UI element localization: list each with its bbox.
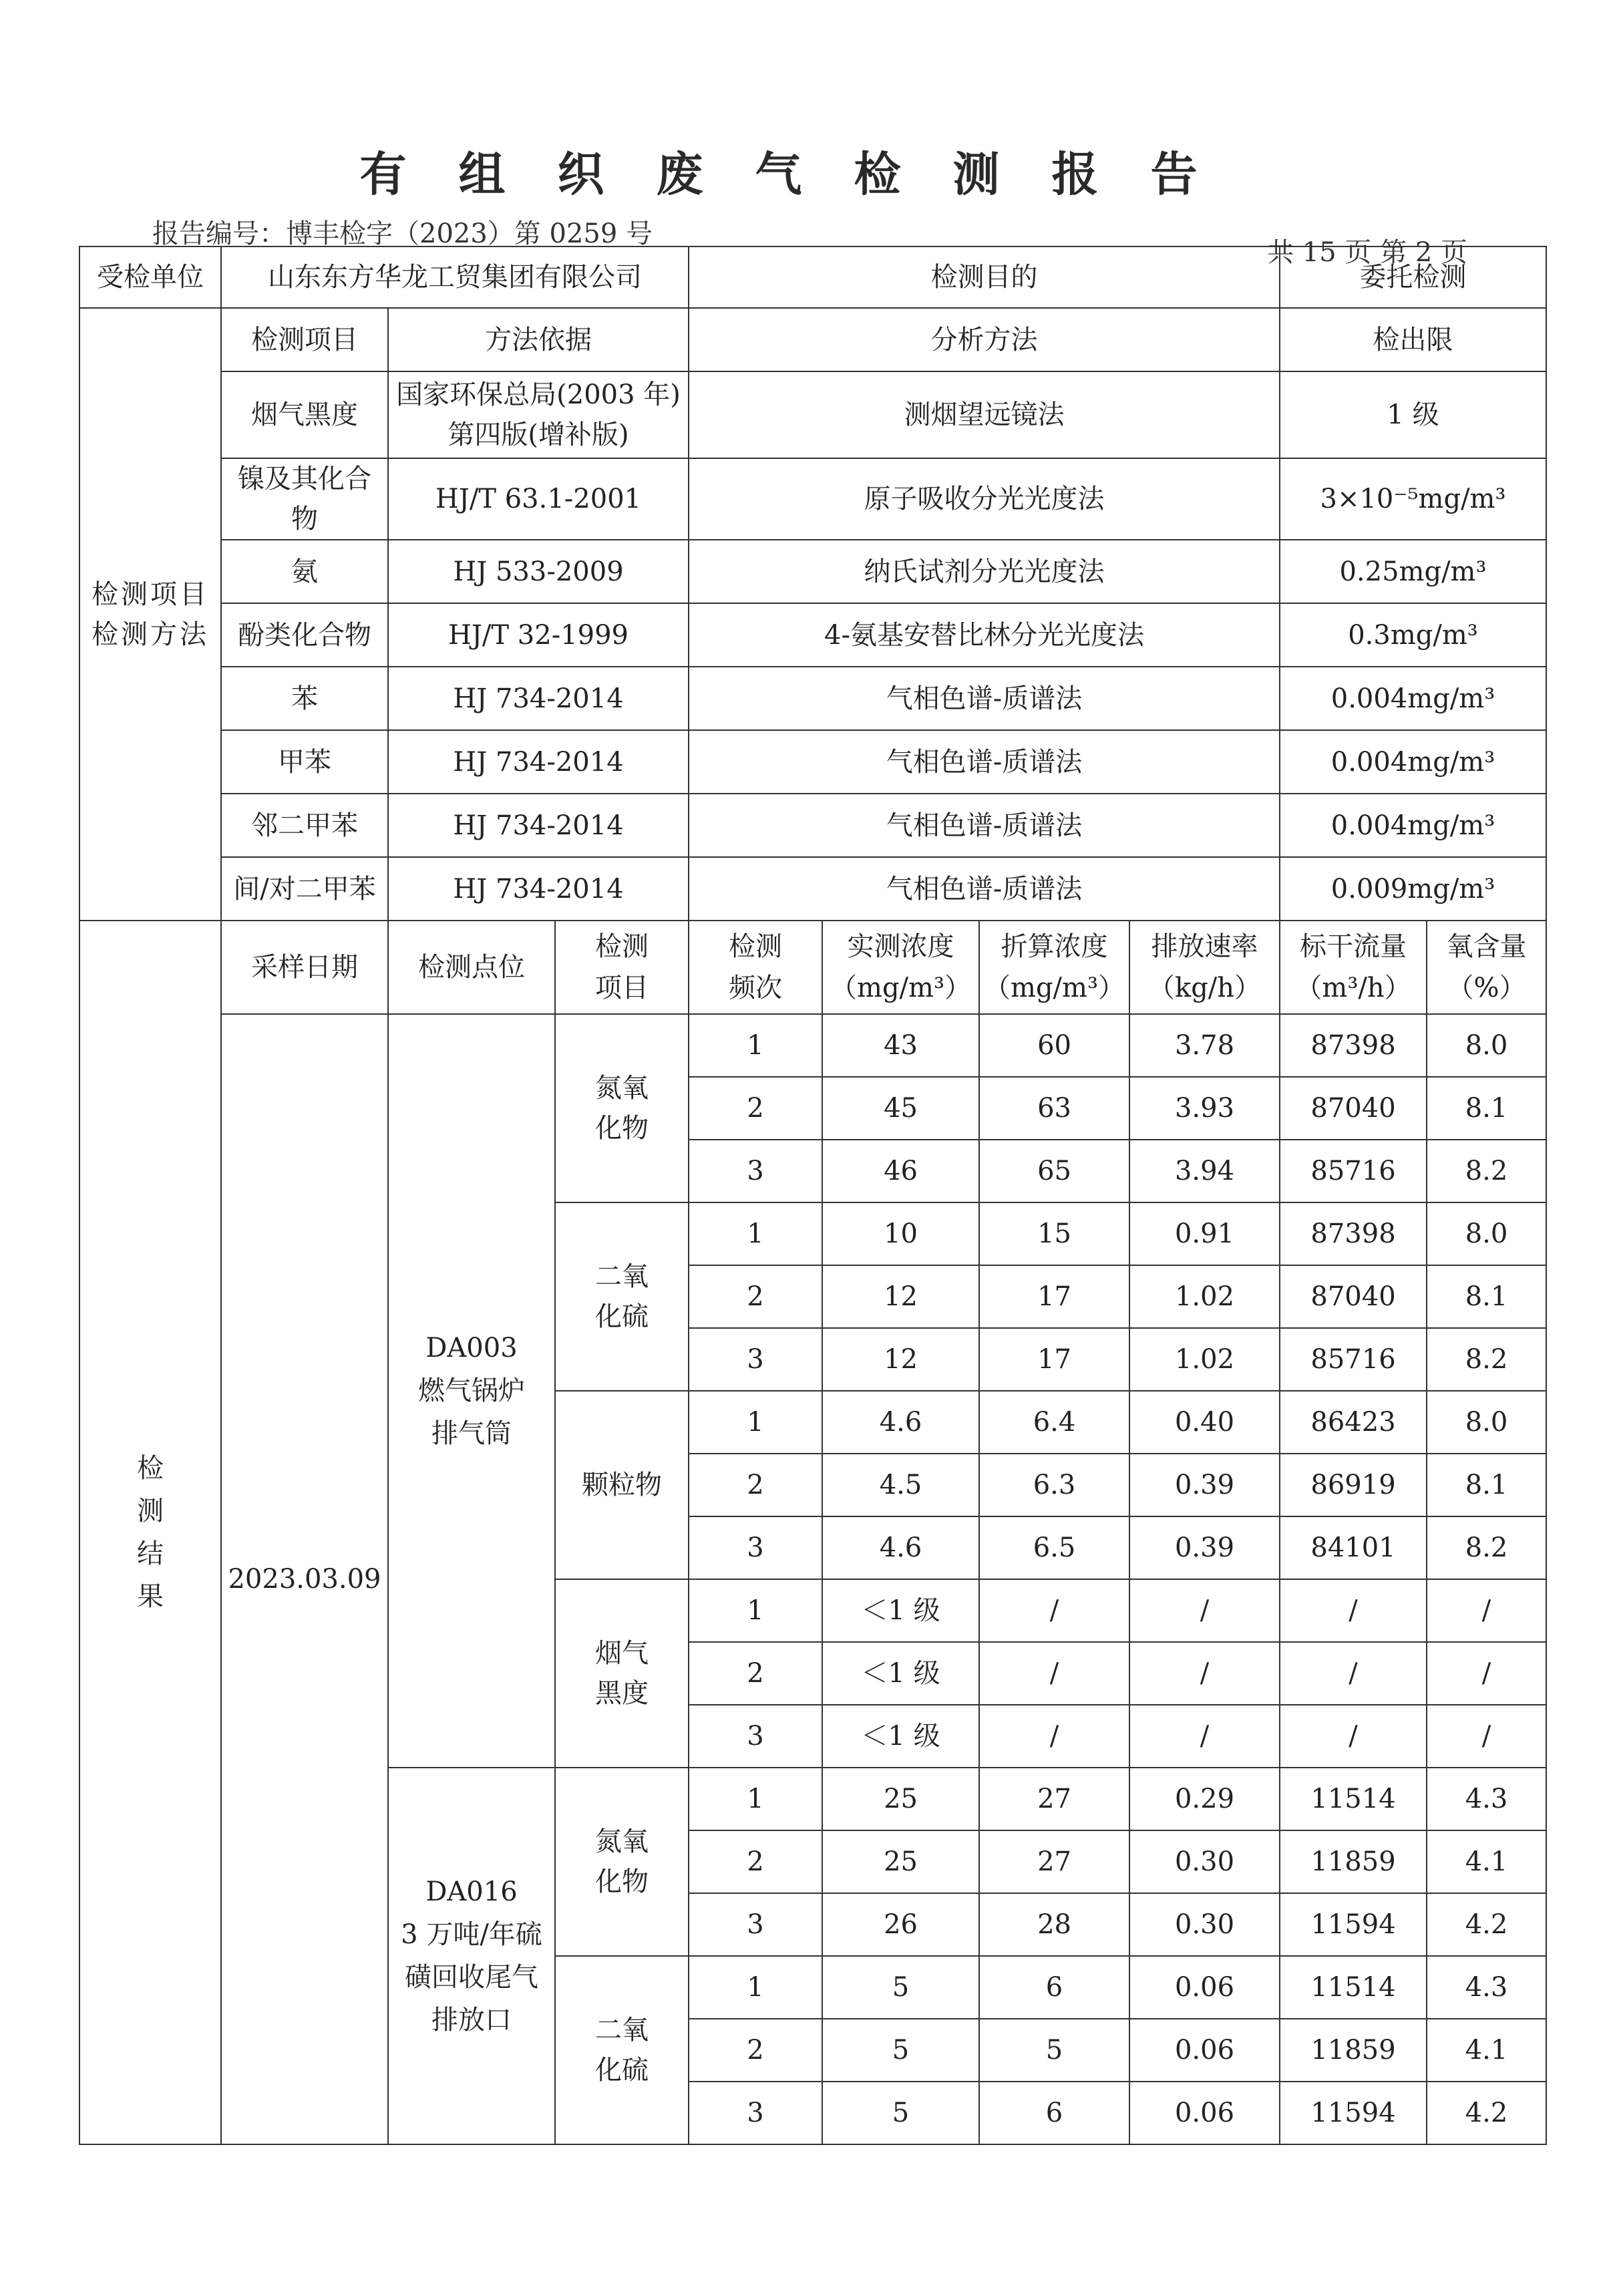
std-dry-flow: 86919 xyxy=(1280,1454,1427,1516)
purpose-label: 检测目的 xyxy=(689,247,1280,308)
converted-conc: 28 xyxy=(979,1893,1129,1956)
emission-rate: 3.94 xyxy=(1129,1140,1280,1202)
measured-conc: 4.6 xyxy=(822,1516,979,1579)
oxygen-content: 8.0 xyxy=(1427,1391,1546,1454)
method-analysis: 原子吸收分光光度法 xyxy=(689,458,1280,540)
results-header: 标干流量 （m³/h） xyxy=(1280,921,1427,1014)
page-info: 共 15 页 第 2 页 xyxy=(1267,237,1467,268)
report-table xyxy=(79,246,1547,2145)
sampling-point: DA016 3 万吨/年硫 磺回收尾气 排放口 xyxy=(388,1768,555,2144)
table-row xyxy=(79,921,1546,1014)
std-dry-flow: 87040 xyxy=(1280,1265,1427,1328)
method-item: 镍及其化合物 xyxy=(221,458,388,540)
table-row xyxy=(79,371,1546,458)
test-item: 颗粒物 xyxy=(555,1391,689,1579)
std-dry-flow: / xyxy=(1280,1642,1427,1705)
emission-rate: / xyxy=(1129,1579,1280,1642)
measured-conc: ＜1 级 xyxy=(822,1705,979,1768)
methods-section-label: 检测项目 检测方法 xyxy=(79,308,221,921)
sampling-date: 2023.03.09 xyxy=(221,1014,388,2144)
measured-conc: 12 xyxy=(822,1328,979,1391)
test-item: 烟气 黑度 xyxy=(555,1579,689,1768)
frequency: 1 xyxy=(689,1768,822,1830)
std-dry-flow: 11594 xyxy=(1280,2082,1427,2144)
method-analysis: 气相色谱-质谱法 xyxy=(689,730,1280,794)
methods-header-basis: 方法依据 xyxy=(388,308,689,371)
report-table-wrapper xyxy=(79,246,1546,2145)
method-item: 烟气黑度 xyxy=(221,371,388,458)
report-number: 报告编号：博丰检字（2023）第 0259 号 xyxy=(152,218,653,249)
test-item: 二氧 化硫 xyxy=(555,1956,689,2144)
std-dry-flow: 11514 xyxy=(1280,1768,1427,1830)
emission-rate: 0.06 xyxy=(1129,2082,1280,2144)
frequency: 1 xyxy=(689,1014,822,1077)
results-section-label: 检 测 结 果 xyxy=(79,921,221,2144)
method-basis: HJ 734-2014 xyxy=(388,730,689,794)
report-title: 有组织废气检测报告 xyxy=(359,146,1250,202)
measured-conc: 5 xyxy=(822,2019,979,2082)
method-analysis: 纳氏试剂分光光度法 xyxy=(689,540,1280,603)
measured-conc: 4.6 xyxy=(822,1391,979,1454)
method-analysis: 气相色谱-质谱法 xyxy=(689,857,1280,921)
table-row xyxy=(79,730,1546,794)
oxygen-content: 8.1 xyxy=(1427,1077,1546,1140)
converted-conc: 6 xyxy=(979,1956,1129,2019)
converted-conc: 17 xyxy=(979,1265,1129,1328)
results-header: 排放速率 （kg/h） xyxy=(1129,921,1280,1014)
std-dry-flow: / xyxy=(1280,1579,1427,1642)
converted-conc: 6.3 xyxy=(979,1454,1129,1516)
results-header: 采样日期 xyxy=(221,921,388,1014)
measured-conc: 12 xyxy=(822,1265,979,1328)
unit-label: 受检单位 xyxy=(79,247,221,308)
methods-header-limit: 检出限 xyxy=(1280,308,1546,371)
frequency: 3 xyxy=(689,1893,822,1956)
method-basis: HJ 734-2014 xyxy=(388,667,689,730)
converted-conc: 27 xyxy=(979,1768,1129,1830)
frequency: 3 xyxy=(689,2082,822,2144)
method-item: 氨 xyxy=(221,540,388,603)
frequency: 2 xyxy=(689,1642,822,1705)
frequency: 3 xyxy=(689,1705,822,1768)
oxygen-content: / xyxy=(1427,1705,1546,1768)
emission-rate: 0.29 xyxy=(1129,1768,1280,1830)
method-limit: 3×10⁻⁵mg/m³ xyxy=(1280,458,1546,540)
table-row xyxy=(79,308,1546,371)
methods-header-item: 检测项目 xyxy=(221,308,388,371)
oxygen-content: 4.2 xyxy=(1427,2082,1546,2144)
frequency: 1 xyxy=(689,1579,822,1642)
purpose-value: 委托检测 xyxy=(1280,247,1546,308)
frequency: 1 xyxy=(689,1391,822,1454)
frequency: 1 xyxy=(689,1956,822,2019)
emission-rate: 3.93 xyxy=(1129,1077,1280,1140)
frequency: 2 xyxy=(689,1265,822,1328)
results-header: 折算浓度 （mg/m³） xyxy=(979,921,1129,1014)
oxygen-content: 4.3 xyxy=(1427,1956,1546,2019)
converted-conc: / xyxy=(979,1579,1129,1642)
oxygen-content: 8.2 xyxy=(1427,1516,1546,1579)
std-dry-flow: 11514 xyxy=(1280,1956,1427,2019)
converted-conc: 17 xyxy=(979,1328,1129,1391)
methods-header-analysis: 分析方法 xyxy=(689,308,1280,371)
frequency: 2 xyxy=(689,2019,822,2082)
method-item: 邻二甲苯 xyxy=(221,794,388,857)
emission-rate: 0.30 xyxy=(1129,1893,1280,1956)
table-row xyxy=(79,603,1546,667)
measured-conc: 5 xyxy=(822,2082,979,2144)
results-header: 氧含量 （%） xyxy=(1427,921,1546,1014)
std-dry-flow: 87398 xyxy=(1280,1014,1427,1077)
emission-rate: / xyxy=(1129,1642,1280,1705)
unit-value: 山东东方华龙工贸集团有限公司 xyxy=(221,247,689,308)
std-dry-flow: 84101 xyxy=(1280,1516,1427,1579)
oxygen-content: 4.3 xyxy=(1427,1768,1546,1830)
oxygen-content: 8.2 xyxy=(1427,1328,1546,1391)
oxygen-content: 8.0 xyxy=(1427,1014,1546,1077)
method-basis: HJ/T 63.1-2001 xyxy=(388,458,689,540)
emission-rate: 0.30 xyxy=(1129,1830,1280,1893)
emission-rate: 0.06 xyxy=(1129,2019,1280,2082)
std-dry-flow: 86423 xyxy=(1280,1391,1427,1454)
measured-conc: 5 xyxy=(822,1956,979,2019)
converted-conc: / xyxy=(979,1642,1129,1705)
measured-conc: 46 xyxy=(822,1140,979,1202)
std-dry-flow: 11859 xyxy=(1280,1830,1427,1893)
method-basis: HJ 533-2009 xyxy=(388,540,689,603)
converted-conc: 6 xyxy=(979,2082,1129,2144)
method-analysis: 气相色谱-质谱法 xyxy=(689,794,1280,857)
results-header: 实测浓度 （mg/m³） xyxy=(822,921,979,1014)
frequency: 2 xyxy=(689,1077,822,1140)
method-limit: 0.004mg/m³ xyxy=(1280,667,1546,730)
frequency: 3 xyxy=(689,1516,822,1579)
measured-conc: 10 xyxy=(822,1202,979,1265)
method-analysis: 4-氨基安替比林分光光度法 xyxy=(689,603,1280,667)
method-analysis: 气相色谱-质谱法 xyxy=(689,667,1280,730)
std-dry-flow: / xyxy=(1280,1705,1427,1768)
converted-conc: 27 xyxy=(979,1830,1129,1893)
table-row xyxy=(79,857,1546,921)
std-dry-flow: 85716 xyxy=(1280,1328,1427,1391)
method-basis: 国家环保总局(2003 年) 第四版(增补版) xyxy=(388,371,689,458)
measured-conc: 4.5 xyxy=(822,1454,979,1516)
std-dry-flow: 87040 xyxy=(1280,1077,1427,1140)
converted-conc: 63 xyxy=(979,1077,1129,1140)
frequency: 2 xyxy=(689,1830,822,1893)
method-limit: 0.009mg/m³ xyxy=(1280,857,1546,921)
measured-conc: 25 xyxy=(822,1830,979,1893)
table-row xyxy=(79,247,1546,308)
measured-conc: 26 xyxy=(822,1893,979,1956)
oxygen-content: 4.1 xyxy=(1427,2019,1546,2082)
test-item: 氮氧 化物 xyxy=(555,1768,689,1956)
sampling-point: DA003 燃气锅炉 排气筒 xyxy=(388,1014,555,1768)
frequency: 3 xyxy=(689,1328,822,1391)
table-row xyxy=(79,540,1546,603)
oxygen-content: 4.2 xyxy=(1427,1893,1546,1956)
test-item: 二氧 化硫 xyxy=(555,1202,689,1391)
method-limit: 1 级 xyxy=(1280,371,1546,458)
oxygen-content: 8.2 xyxy=(1427,1140,1546,1202)
oxygen-content: / xyxy=(1427,1642,1546,1705)
measured-conc: 45 xyxy=(822,1077,979,1140)
oxygen-content: 8.0 xyxy=(1427,1202,1546,1265)
results-header: 检测 项目 xyxy=(555,921,689,1014)
emission-rate: / xyxy=(1129,1705,1280,1768)
method-item: 酚类化合物 xyxy=(221,603,388,667)
method-item: 间/对二甲苯 xyxy=(221,857,388,921)
method-basis: HJ/T 32-1999 xyxy=(388,603,689,667)
std-dry-flow: 85716 xyxy=(1280,1140,1427,1202)
method-basis: HJ 734-2014 xyxy=(388,794,689,857)
measured-conc: 43 xyxy=(822,1014,979,1077)
converted-conc: 6.4 xyxy=(979,1391,1129,1454)
emission-rate: 0.40 xyxy=(1129,1391,1280,1454)
std-dry-flow: 11859 xyxy=(1280,2019,1427,2082)
method-basis: HJ 734-2014 xyxy=(388,857,689,921)
results-header: 检测点位 xyxy=(388,921,555,1014)
method-limit: 0.004mg/m³ xyxy=(1280,794,1546,857)
converted-conc: / xyxy=(979,1705,1129,1768)
emission-rate: 0.39 xyxy=(1129,1516,1280,1579)
table-row xyxy=(79,667,1546,730)
method-limit: 0.25mg/m³ xyxy=(1280,540,1546,603)
measured-conc: 25 xyxy=(822,1768,979,1830)
method-limit: 0.004mg/m³ xyxy=(1280,730,1546,794)
method-item: 苯 xyxy=(221,667,388,730)
oxygen-content: 4.1 xyxy=(1427,1830,1546,1893)
emission-rate: 0.91 xyxy=(1129,1202,1280,1265)
converted-conc: 60 xyxy=(979,1014,1129,1077)
results-header: 检测 频次 xyxy=(689,921,822,1014)
converted-conc: 5 xyxy=(979,2019,1129,2082)
emission-rate: 1.02 xyxy=(1129,1328,1280,1391)
converted-conc: 6.5 xyxy=(979,1516,1129,1579)
converted-conc: 15 xyxy=(979,1202,1129,1265)
emission-rate: 3.78 xyxy=(1129,1014,1280,1077)
emission-rate: 1.02 xyxy=(1129,1265,1280,1328)
frequency: 3 xyxy=(689,1140,822,1202)
table-row xyxy=(79,458,1546,540)
frequency: 1 xyxy=(689,1202,822,1265)
table-row xyxy=(79,794,1546,857)
method-limit: 0.3mg/m³ xyxy=(1280,603,1546,667)
measured-conc: ＜1 级 xyxy=(822,1642,979,1705)
test-item: 氮氧 化物 xyxy=(555,1014,689,1202)
table-row xyxy=(79,1014,1546,1077)
std-dry-flow: 87398 xyxy=(1280,1202,1427,1265)
frequency: 2 xyxy=(689,1454,822,1516)
oxygen-content: 8.1 xyxy=(1427,1454,1546,1516)
oxygen-content: / xyxy=(1427,1579,1546,1642)
emission-rate: 0.39 xyxy=(1129,1454,1280,1516)
std-dry-flow: 11594 xyxy=(1280,1893,1427,1956)
oxygen-content: 8.1 xyxy=(1427,1265,1546,1328)
converted-conc: 65 xyxy=(979,1140,1129,1202)
measured-conc: ＜1 级 xyxy=(822,1579,979,1642)
emission-rate: 0.06 xyxy=(1129,1956,1280,2019)
method-analysis: 测烟望远镜法 xyxy=(689,371,1280,458)
method-item: 甲苯 xyxy=(221,730,388,794)
